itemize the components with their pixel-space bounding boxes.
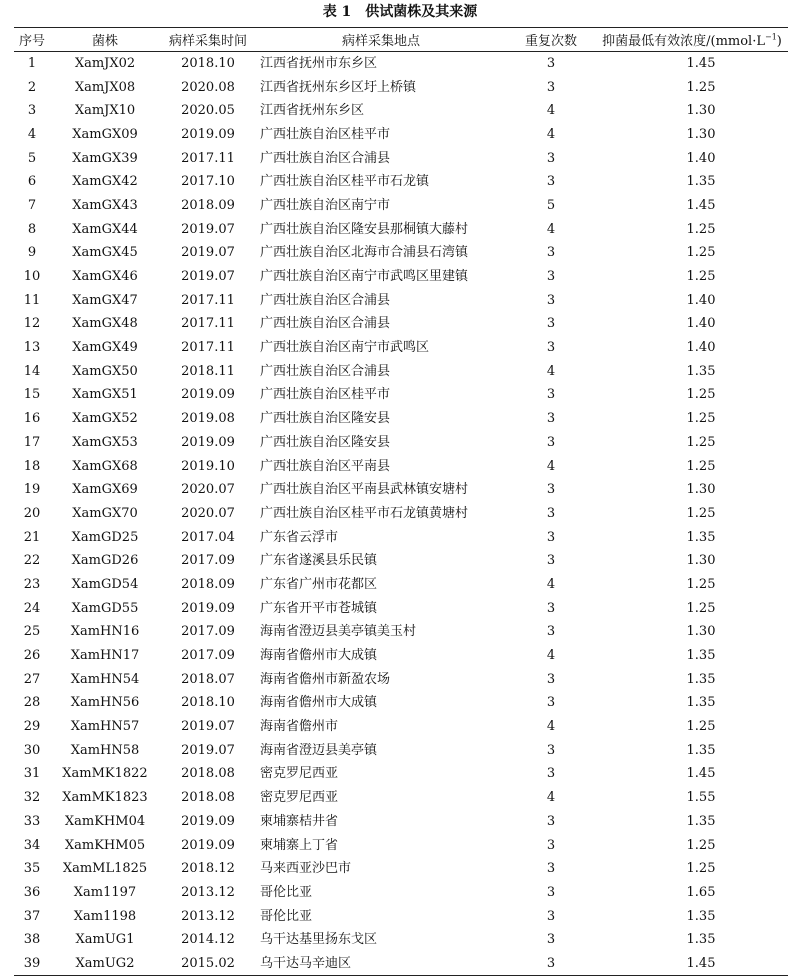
- cell-sampling-time: 2018.10: [181, 56, 235, 72]
- cell-sampling-time: 2018.09: [181, 576, 235, 592]
- cell-index: 37: [23, 908, 41, 924]
- cell-mic: 1.35: [686, 671, 716, 687]
- cell-index: 6: [27, 174, 37, 190]
- cell-sampling-time: 2019.09: [181, 600, 235, 616]
- cell-strain: XamGX69: [72, 482, 138, 498]
- cell-repeats: 3: [546, 340, 556, 356]
- cell-mic: 1.35: [686, 174, 716, 190]
- cell-repeats: 3: [546, 908, 556, 924]
- cell-mic: 1.45: [686, 197, 716, 213]
- cell-repeats: 4: [546, 576, 556, 592]
- cell-repeats: 3: [546, 624, 556, 640]
- cell-sampling-time: 2013.12: [181, 908, 235, 924]
- header-mic-close: ): [776, 34, 782, 49]
- cell-sampling-location: 广西壮族自治区桂平市: [260, 126, 391, 142]
- cell-sampling-time: 2019.07: [181, 221, 235, 237]
- cell-repeats: 4: [546, 648, 556, 664]
- table-row: [14, 715, 788, 739]
- cell-repeats: 3: [546, 505, 556, 521]
- cell-sampling-location: 海南省儋州市: [260, 719, 339, 735]
- cell-strain: XamHN16: [70, 624, 140, 640]
- table-row: [14, 881, 788, 905]
- table-row: [14, 833, 788, 857]
- header-sampling-location: 病样采集地点: [256, 28, 506, 52]
- cell-sampling-time: 2019.09: [181, 837, 235, 853]
- cell-repeats: 3: [546, 837, 556, 853]
- cell-repeats: 3: [546, 884, 556, 900]
- table-row: [14, 644, 788, 668]
- cell-sampling-time: 2018.10: [181, 695, 235, 711]
- cell-index: 12: [23, 316, 41, 332]
- cell-sampling-time: 2017.09: [181, 648, 235, 664]
- table-row: [14, 170, 788, 194]
- cell-sampling-location: 乌干达马辛迪区: [256, 952, 506, 976]
- table-row: [14, 478, 788, 502]
- cell-sampling-location: 广西壮族自治区隆安县: [260, 434, 391, 450]
- cell-mic: 1.35: [686, 813, 716, 829]
- header-mic: [596, 28, 788, 52]
- cell-mic: 1.25: [686, 411, 716, 427]
- cell-index: 35: [23, 861, 41, 877]
- cell-sampling-time: 2017.09: [181, 624, 235, 640]
- cell-sampling-location: 广东省广州市花都区: [260, 576, 378, 592]
- cell-index: 7: [27, 197, 37, 213]
- cell-sampling-time: 2019.08: [181, 411, 235, 427]
- header-repeats: 重复次数: [506, 28, 596, 52]
- table-row: [14, 431, 788, 455]
- header-index: 序号: [14, 28, 50, 52]
- table-row: [14, 667, 788, 691]
- cell-strain: XamJX02: [74, 56, 136, 72]
- cell-index: 5: [27, 150, 37, 166]
- cell-mic: 1.30: [686, 482, 716, 498]
- cell-mic: 1.65: [686, 884, 716, 900]
- cell-index: 3: [27, 103, 37, 119]
- cell-sampling-time: 2018.08: [181, 766, 235, 782]
- cell-strain: XamGD55: [71, 600, 139, 616]
- cell-strain: XamHN57: [70, 719, 140, 735]
- cell-sampling-location: 江西省抚州东乡区圩上桥镇: [260, 79, 417, 95]
- cell-repeats: 4: [546, 103, 556, 119]
- cell-sampling-location: 海南省儋州市新盈农场: [260, 671, 391, 687]
- cell-index: 24: [23, 600, 41, 616]
- cell-sampling-location: 海南省澄迈县美亭镇: [260, 742, 378, 758]
- cell-strain: XamGX49: [72, 340, 138, 356]
- header-mic-superscript: −1: [764, 32, 777, 42]
- cell-repeats: 3: [546, 411, 556, 427]
- cell-sampling-time: 2017.11: [181, 292, 235, 308]
- cell-mic: 1.25: [686, 79, 716, 95]
- cell-repeats: 3: [546, 56, 556, 72]
- cell-sampling-location: 广西壮族自治区隆安县: [260, 411, 391, 427]
- cell-strain: XamGX39: [72, 150, 138, 166]
- cell-index: 26: [23, 648, 41, 664]
- cell-repeats: 3: [546, 292, 556, 308]
- cell-sampling-time: 2019.07: [181, 245, 235, 261]
- table-row: [14, 857, 788, 881]
- cell-sampling-time: 2020.08: [181, 79, 235, 95]
- cell-mic: 1.25: [686, 576, 716, 592]
- cell-index: 38: [23, 932, 41, 948]
- cell-strain: XamGX45: [72, 245, 138, 261]
- cell-strain: XamGX52: [72, 411, 138, 427]
- cell-sampling-location: 广西壮族自治区南宁市武鸣区: [260, 340, 430, 356]
- table-row: [14, 52, 788, 76]
- cell-mic: 1.45: [686, 56, 716, 72]
- table-row: [14, 146, 788, 170]
- table-row: [14, 312, 788, 336]
- table-row: [14, 217, 788, 241]
- cell-index: 17: [23, 434, 41, 450]
- cell-mic: 1.25: [686, 245, 716, 261]
- cell-sampling-location: 广东省开平市苍城镇: [260, 600, 378, 616]
- table-row: [14, 288, 788, 312]
- cell-repeats: 5: [546, 197, 556, 213]
- cell-strain: XamGX68: [72, 458, 138, 474]
- cell-sampling-location: 密克罗尼西亚: [260, 766, 339, 782]
- cell-strain: XamHN56: [70, 695, 140, 711]
- table-row: [14, 265, 788, 289]
- cell-strain: XamKHM05: [64, 837, 146, 853]
- cell-mic: 1.30: [686, 553, 716, 569]
- cell-index: 22: [23, 553, 41, 569]
- cell-sampling-time: 2018.12: [181, 861, 235, 877]
- table-row: [14, 194, 788, 218]
- cell-strain: XamGX09: [72, 126, 138, 142]
- table-row: [14, 383, 788, 407]
- table-row: [14, 525, 788, 549]
- cell-sampling-location: 海南省澄迈县美亭镇美玉村: [260, 624, 417, 640]
- cell-sampling-time: 2020.07: [181, 505, 235, 521]
- cell-sampling-time: 2018.07: [181, 671, 235, 687]
- cell-mic: 1.40: [686, 292, 716, 308]
- table-row: [14, 502, 788, 526]
- cell-sampling-time: 2018.11: [181, 363, 235, 379]
- cell-sampling-location: 广西壮族自治区桂平市石龙镇黄塘村: [260, 505, 469, 521]
- cell-repeats: 3: [506, 952, 596, 976]
- cell-mic: 1.30: [686, 624, 716, 640]
- cell-repeats: 3: [546, 482, 556, 498]
- cell-sampling-location: 广西壮族自治区平南县: [260, 458, 391, 474]
- cell-sampling-time: 2017.11: [181, 150, 235, 166]
- cell-sampling-time: 2017.09: [181, 553, 235, 569]
- cell-sampling-time: 2019.09: [181, 434, 235, 450]
- cell-index: 33: [23, 813, 41, 829]
- cell-index: 29: [23, 719, 41, 735]
- cell-sampling-location: 江西省抚州市东乡区: [260, 56, 378, 72]
- cell-index: 36: [23, 884, 41, 900]
- cell-strain: XamGD25: [71, 529, 139, 545]
- cell-strain: XamGX50: [72, 363, 138, 379]
- table-row: [14, 952, 788, 976]
- cell-repeats: 3: [546, 245, 556, 261]
- cell-strain: XamGX51: [72, 387, 138, 403]
- cell-repeats: 4: [546, 363, 556, 379]
- cell-sampling-time: 2019.07: [181, 719, 235, 735]
- table-row: [14, 241, 788, 265]
- cell-sampling-location: 柬埔寨上丁省: [260, 837, 339, 853]
- cell-mic: 1.25: [686, 719, 716, 735]
- table-row: [14, 99, 788, 123]
- cell-sampling-time: 2018.09: [181, 197, 235, 213]
- cell-sampling-location: 广西壮族自治区北海市合浦县石湾镇: [260, 245, 469, 261]
- cell-sampling-location: 海南省儋州市大成镇: [260, 695, 378, 711]
- cell-sampling-location: 广西壮族自治区隆安县那桐镇大藤村: [260, 221, 469, 237]
- cell-strain: XamGX42: [72, 174, 138, 190]
- cell-sampling-location: 广东省遂溪县乐民镇: [260, 553, 378, 569]
- table-row: [14, 738, 788, 762]
- cell-strain: XamGX44: [72, 221, 138, 237]
- cell-repeats: 3: [546, 150, 556, 166]
- cell-repeats: 3: [546, 316, 556, 332]
- cell-repeats: 3: [546, 387, 556, 403]
- cell-index: 15: [23, 387, 41, 403]
- cell-strain: XamGD26: [71, 553, 139, 569]
- cell-strain: XamML1825: [62, 861, 148, 877]
- cell-sampling-time: 2013.12: [181, 884, 235, 900]
- cell-strain: XamUG2: [50, 952, 160, 976]
- cell-mic: 1.25: [686, 861, 716, 877]
- cell-sampling-time: 2015.02: [160, 952, 256, 976]
- cell-index: 21: [23, 529, 41, 545]
- cell-sampling-time: 2018.08: [181, 790, 235, 806]
- cell-mic: 1.25: [686, 600, 716, 616]
- cell-strain: XamMK1822: [62, 766, 148, 782]
- cell-index: 19: [23, 482, 41, 498]
- cell-strain: XamMK1823: [62, 790, 148, 806]
- cell-sampling-location: 广西壮族自治区合浦县: [260, 292, 391, 308]
- cell-strain: XamGX48: [72, 316, 138, 332]
- table-row: [14, 786, 788, 810]
- cell-sampling-location: 广西壮族自治区合浦县: [260, 316, 391, 332]
- cell-sampling-location: 广东省云浮市: [260, 529, 339, 545]
- table-row: [14, 75, 788, 99]
- table-header-row: [14, 28, 788, 52]
- table-row: [14, 549, 788, 573]
- table-row: [14, 762, 788, 786]
- table-row: [14, 928, 788, 952]
- table-row: [14, 620, 788, 644]
- strain-source-table: [14, 27, 788, 976]
- cell-sampling-location: 广西壮族自治区合浦县: [260, 150, 391, 166]
- cell-index: 30: [23, 742, 41, 758]
- cell-mic: 1.35: [686, 908, 716, 924]
- cell-index: 31: [23, 766, 41, 782]
- cell-mic: 1.55: [686, 790, 716, 806]
- cell-sampling-location: 广西壮族自治区平南县武林镇安塘村: [260, 482, 469, 498]
- cell-sampling-time: 2017.11: [181, 316, 235, 332]
- cell-index: 20: [23, 505, 41, 521]
- cell-mic: 1.35: [686, 648, 716, 664]
- cell-sampling-time: 2019.09: [181, 126, 235, 142]
- cell-mic: 1.25: [686, 837, 716, 853]
- table-row: [14, 336, 788, 360]
- cell-sampling-time: 2020.07: [181, 482, 235, 498]
- table-row: [14, 904, 788, 928]
- cell-mic: 1.35: [686, 695, 716, 711]
- cell-sampling-time: 2014.12: [181, 932, 235, 948]
- cell-index: 1: [27, 56, 37, 72]
- cell-strain: XamHN58: [70, 742, 140, 758]
- cell-repeats: 4: [546, 790, 556, 806]
- cell-sampling-time: 2019.07: [181, 269, 235, 285]
- cell-repeats: 3: [546, 269, 556, 285]
- cell-repeats: 3: [546, 600, 556, 616]
- cell-sampling-location: 密克罗尼西亚: [260, 790, 339, 806]
- cell-strain: XamGX46: [72, 269, 138, 285]
- cell-sampling-location: 马来西亚沙巴市: [260, 861, 352, 877]
- cell-repeats: 3: [546, 813, 556, 829]
- cell-repeats: 3: [546, 671, 556, 687]
- cell-repeats: 4: [546, 458, 556, 474]
- cell-strain: XamHN17: [70, 648, 140, 664]
- table-row: [14, 573, 788, 597]
- cell-sampling-location: 哥伦比亚: [260, 884, 313, 900]
- table-row: [14, 596, 788, 620]
- cell-strain: XamHN54: [70, 671, 140, 687]
- cell-strain: XamGX47: [72, 292, 138, 308]
- cell-mic: 1.35: [686, 529, 716, 545]
- cell-strain: Xam1197: [73, 884, 137, 900]
- cell-mic: 1.25: [686, 434, 716, 450]
- cell-repeats: 3: [546, 932, 556, 948]
- cell-strain: XamJX08: [74, 79, 136, 95]
- cell-repeats: 3: [546, 695, 556, 711]
- cell-strain: XamGX53: [72, 434, 138, 450]
- header-strain: 菌株: [50, 28, 160, 52]
- cell-index: 9: [27, 245, 37, 261]
- cell-mic: 1.25: [686, 269, 716, 285]
- cell-index: 23: [23, 576, 41, 592]
- cell-index: 2: [27, 79, 37, 95]
- cell-sampling-time: 2019.09: [181, 387, 235, 403]
- table-row: [14, 691, 788, 715]
- cell-index: 14: [23, 363, 41, 379]
- cell-sampling-time: 2017.10: [181, 174, 235, 190]
- cell-strain: XamUG1: [75, 932, 135, 948]
- cell-strain: XamGX70: [72, 505, 138, 521]
- cell-mic: 1.25: [686, 387, 716, 403]
- cell-sampling-location: 海南省儋州市大成镇: [260, 648, 378, 664]
- cell-repeats: 4: [546, 126, 556, 142]
- cell-repeats: 3: [546, 766, 556, 782]
- cell-index: 25: [23, 624, 41, 640]
- cell-index: 4: [27, 126, 37, 142]
- cell-sampling-location: 哥伦比亚: [260, 908, 313, 924]
- cell-sampling-location: 江西省抚州东乡区: [260, 103, 365, 119]
- cell-mic: 1.35: [686, 742, 716, 758]
- cell-mic: 1.40: [686, 150, 716, 166]
- cell-repeats: 3: [546, 434, 556, 450]
- cell-mic: 1.35: [686, 932, 716, 948]
- table-row: [14, 454, 788, 478]
- table-body: [14, 52, 788, 976]
- cell-repeats: 4: [546, 719, 556, 735]
- cell-strain: XamGD54: [71, 576, 139, 592]
- cell-index: 32: [23, 790, 41, 806]
- cell-index: 10: [23, 269, 41, 285]
- cell-index: 11: [23, 292, 41, 308]
- cell-index: 28: [23, 695, 41, 711]
- cell-index: 18: [23, 458, 41, 474]
- cell-mic: 1.40: [686, 340, 716, 356]
- cell-index: 13: [23, 340, 41, 356]
- cell-index: 27: [23, 671, 41, 687]
- table-title: 表 1 供试菌株及其来源: [322, 4, 478, 20]
- cell-repeats: 4: [546, 221, 556, 237]
- cell-repeats: 3: [546, 553, 556, 569]
- header-mic-text: 抑菌最低有效浓度/(mmol·L: [602, 34, 765, 49]
- cell-mic: 1.25: [686, 458, 716, 474]
- cell-sampling-time: 2019.07: [181, 742, 235, 758]
- cell-strain: XamGX43: [72, 197, 138, 213]
- cell-sampling-time: 2017.11: [181, 340, 235, 356]
- cell-sampling-location: 广西壮族自治区桂平市石龙镇: [260, 174, 430, 190]
- table-row: [14, 123, 788, 147]
- cell-index: 39: [14, 952, 50, 976]
- cell-mic: 1.40: [686, 316, 716, 332]
- table-row: [14, 359, 788, 383]
- cell-mic: 1.35: [686, 363, 716, 379]
- cell-mic: 1.25: [686, 221, 716, 237]
- cell-sampling-time: 2017.04: [181, 529, 235, 545]
- cell-sampling-location: 乌干达基里扬东戈区: [260, 932, 378, 948]
- cell-index: 8: [27, 221, 37, 237]
- cell-repeats: 3: [546, 174, 556, 190]
- cell-repeats: 3: [546, 742, 556, 758]
- cell-mic: 1.45: [596, 952, 788, 976]
- cell-strain: Xam1198: [73, 908, 137, 924]
- cell-repeats: 3: [546, 79, 556, 95]
- cell-sampling-location: 广西壮族自治区南宁市: [260, 197, 391, 213]
- cell-index: 34: [23, 837, 41, 853]
- table-row: [14, 407, 788, 431]
- cell-sampling-time: 2019.10: [181, 458, 235, 474]
- cell-mic: 1.25: [686, 505, 716, 521]
- header-sampling-time: 病样采集时间: [160, 28, 256, 52]
- cell-mic: 1.45: [686, 766, 716, 782]
- cell-sampling-time: 2019.09: [181, 813, 235, 829]
- cell-index: 16: [23, 411, 41, 427]
- cell-mic: 1.30: [686, 126, 716, 142]
- cell-sampling-time: 2020.05: [181, 103, 235, 119]
- cell-repeats: 3: [546, 861, 556, 877]
- table-row: [14, 810, 788, 834]
- cell-sampling-location: 广西壮族自治区南宁市武鸣区里建镇: [260, 269, 469, 285]
- cell-sampling-location: 柬埔寨桔井省: [260, 813, 339, 829]
- cell-mic: 1.30: [686, 103, 716, 119]
- cell-sampling-location: 广西壮族自治区合浦县: [260, 363, 391, 379]
- cell-repeats: 3: [546, 529, 556, 545]
- cell-strain: XamKHM04: [64, 813, 146, 829]
- cell-sampling-location: 广西壮族自治区桂平市: [260, 387, 391, 403]
- cell-strain: XamJX10: [74, 103, 136, 119]
